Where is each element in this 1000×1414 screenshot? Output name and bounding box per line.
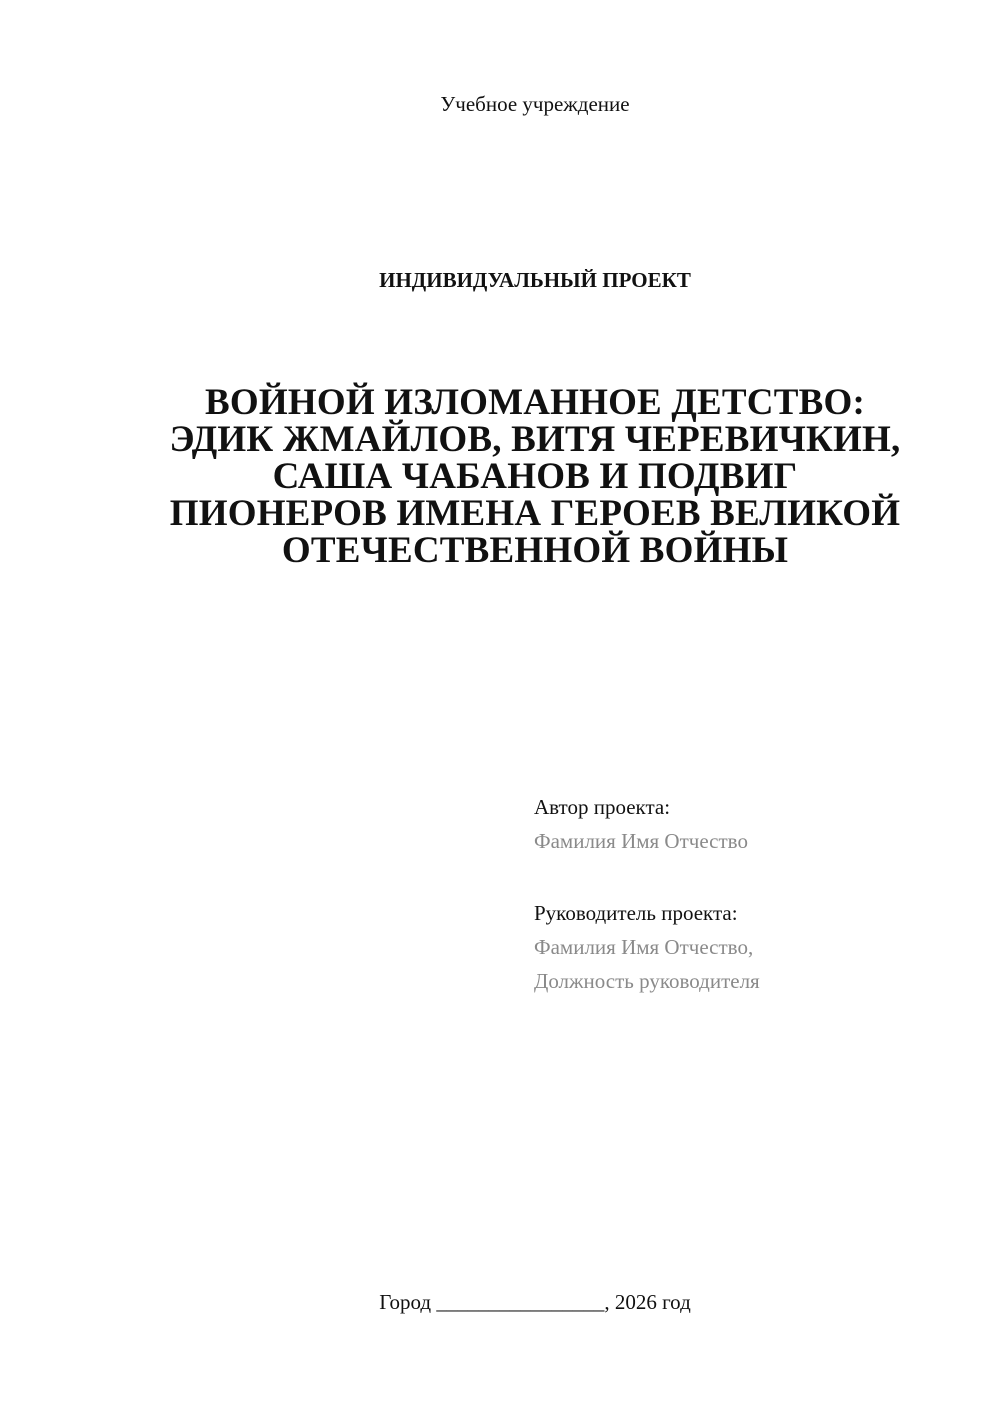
title-line: САША ЧАБАНОВ И ПОДВИГ	[272, 456, 798, 497]
author-name: Фамилия Имя Отчество	[534, 829, 748, 853]
title-line: ПИОНЕРОВ ИМЕНА ГЕРОЕВ ВЕЛИКОЙ	[169, 493, 901, 534]
project-title	[120, 384, 950, 569]
supervisor-label: Руководитель проекта:	[534, 901, 738, 925]
year-text: , 2026 год	[604, 1290, 691, 1314]
author-label: Автор проекта:	[534, 795, 671, 819]
supervisor-name: Фамилия Имя Отчество,	[534, 935, 754, 959]
spacer	[534, 858, 974, 896]
city-blank: ________________	[436, 1290, 605, 1314]
institution-name: Учебное учреждение	[440, 92, 630, 116]
supervisor-position: Должность руководителя	[534, 969, 760, 993]
city-year-line	[0, 1290, 1000, 1315]
document-type: ИНДИВИДУАЛЬНЫЙ ПРОЕКТ	[379, 268, 691, 292]
city-label: Город	[379, 1290, 432, 1314]
title-line: ОТЕЧЕСТВЕННОЙ ВОЙНЫ	[281, 530, 789, 571]
title-line: ЭДИК ЖМАЙЛОВ, ВИТЯ ЧЕРЕВИЧКИН,	[169, 419, 901, 460]
title-line: ВОЙНОЙ ИЗЛОМАННОЕ ДЕТСТВО:	[205, 382, 865, 423]
credits-block	[534, 790, 974, 998]
